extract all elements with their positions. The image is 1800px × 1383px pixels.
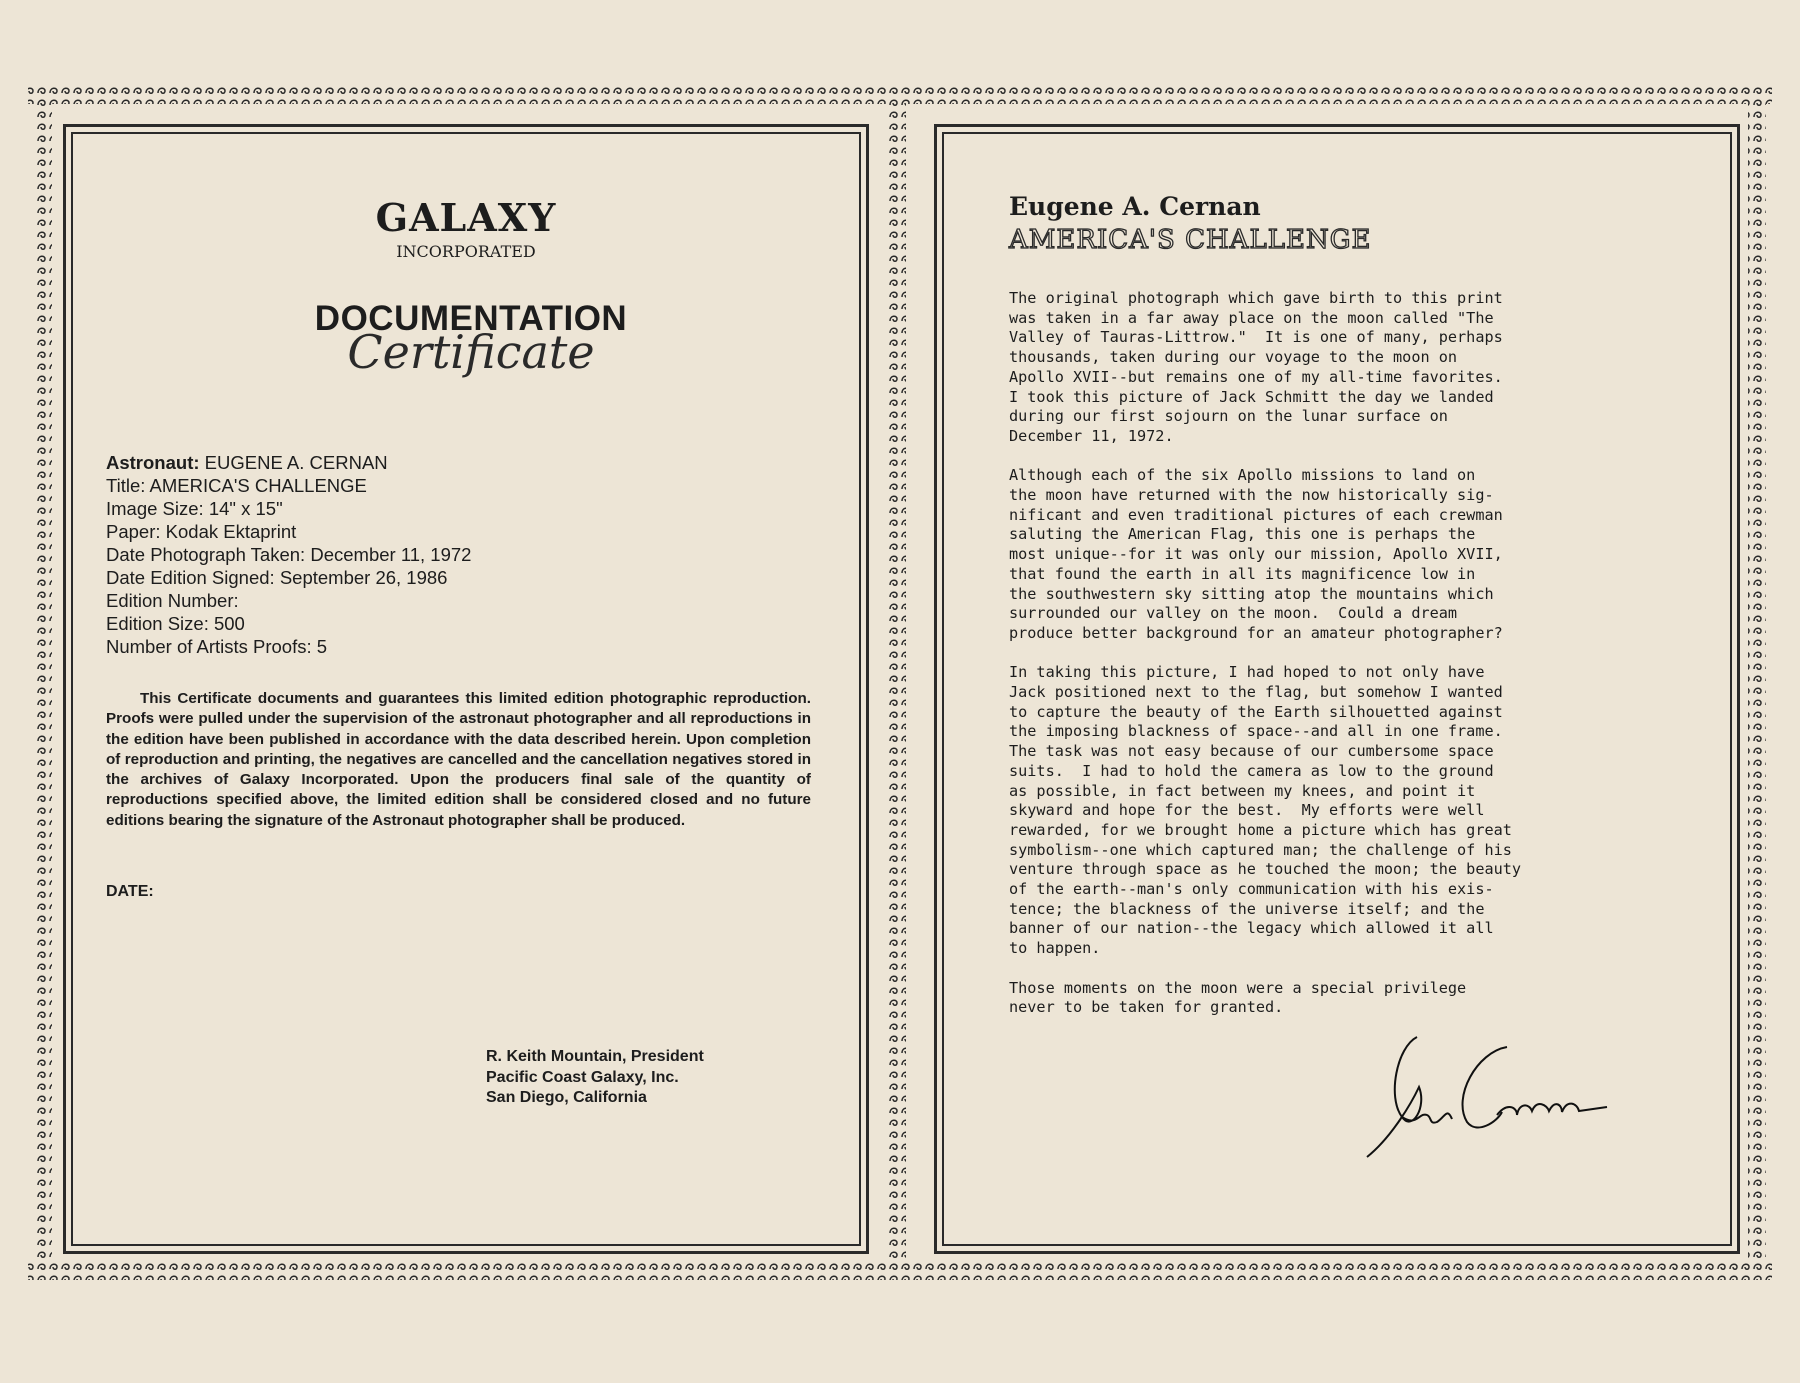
doc-title: DOCUMENTATION xyxy=(314,299,628,338)
detail-value: Kodak Ektaprint xyxy=(165,521,297,542)
detail-row xyxy=(106,566,471,589)
detail-value: EUGENE A. CERNAN xyxy=(204,452,388,473)
detail-value: AMERICA'S CHALLENGE xyxy=(149,475,367,496)
detail-label: Edition Number: xyxy=(106,590,239,611)
certificate-paragraph: This Certificate documents and guarantees this limited edition photographic reproduction. Proofs were pulled under the supervision of the astronaut photographer and all reproductions in the edition have been published in accordance with the data described herein. Upon completion of reproduction and printing, the negatives are cancelled and the cancellation negatives stored in the archives of Galaxy Incorporated. Upon the producers final sale of the quantity of reproductions specified above, the limited edition shall be considered closed and no future editions bearing the signature of the Astronaut photographer shall be produced. xyxy=(106,690,811,829)
brand-name: GALAXY xyxy=(375,195,557,240)
detail-value: 14" x 15" xyxy=(208,498,283,519)
detail-value: September 26, 1986 xyxy=(279,567,448,588)
detail-row xyxy=(106,520,471,543)
detail-row xyxy=(106,635,471,658)
letter-body xyxy=(1009,289,1669,1038)
detail-label: Title: xyxy=(106,475,146,496)
signatory-line: Pacific Coast Galaxy, Inc. xyxy=(486,1068,679,1086)
edition-details xyxy=(106,451,471,658)
detail-value: 5 xyxy=(316,636,328,657)
letter-panel xyxy=(934,124,1740,1254)
brand-subtitle: INCORPORATED xyxy=(396,242,536,261)
detail-label: Date Edition Signed: xyxy=(106,567,275,588)
galaxy-logo xyxy=(66,195,866,261)
detail-row xyxy=(106,589,471,612)
signatory-block xyxy=(486,1047,704,1109)
detail-label: Date Photograph Taken: xyxy=(106,544,306,565)
detail-label: Paper: xyxy=(106,521,161,542)
documentation-certificate-heading xyxy=(311,299,631,379)
detail-value: December 11, 1972 xyxy=(310,544,472,565)
detail-row xyxy=(106,474,471,497)
detail-row xyxy=(106,497,471,520)
detail-label: Astronaut: xyxy=(106,452,200,473)
signatory-line: R. Keith Mountain, President xyxy=(486,1048,704,1065)
detail-row xyxy=(106,543,471,566)
date-label: DATE: xyxy=(106,883,154,900)
artwork-title: AMERICA'S CHALLENGE xyxy=(1009,225,1372,255)
letter-paragraph: Those moments on the moon were a special privilege never to be taken for granted. xyxy=(1009,978,1467,1017)
signatory-line: San Diego, California xyxy=(486,1089,647,1106)
letter-paragraph: In taking this picture, I had hoped to not only have Jack positioned next to the flag, but somehow I wanted to capture the beauty of the Earth silhouetted against the imposing blackness of space--and all in one frame. The task was not easy because of our cumbersome space suits. I had to hold the camera as low to the ground as possible, in fact between my knees, and point it skyward and hope for the best. My efforts were well rewarded, for we brought home a picture which has great symbolism--one which captured man; the challenge of his venture through space as he touched the moon; the beauty of the earth--man's only communication with his exis- tence; the blackness of the universe itself; and the banner of our nation--the legacy which allowed it all to happen. xyxy=(1009,663,1522,958)
detail-row xyxy=(106,612,471,635)
certificate-panel xyxy=(63,124,869,1254)
detail-label: Edition Size: xyxy=(106,613,209,634)
author-name: Eugene A. Cernan xyxy=(1009,192,1261,221)
detail-label: Number of Artists Proofs: xyxy=(106,636,312,657)
letter-paragraph: Although each of the six Apollo missions to land on the moon have returned with the now historically sig- nificant and even traditional pictures of each crewman saluting the American Flag, this one is perhaps the most unique--for it was only our mission, Apollo XVII, that found the earth in all its magnificence low in the southwestern sky sitting atop the mountains which surrounded our valley on the moon. Could a dream produce better background for an amateur photographer? xyxy=(1009,466,1503,642)
letter-paragraph: The original photograph which gave birth to this print was taken in a far away place on the moon called "The Valley of Tauras-Littrow." It is one of many, perhaps thousands, taken during our voyage to the moon on Apollo XVII--but remains one of my all-time favorites. I took this picture of Jack Schmitt the day we landed during our first sojourn on the lunar surface on December 11, 1972. xyxy=(1009,289,1503,445)
detail-label: Image Size: xyxy=(106,498,204,519)
handwritten-signature xyxy=(1357,1007,1617,1167)
doc-subtitle: Certificate xyxy=(347,325,595,379)
detail-row xyxy=(106,451,471,474)
detail-value: 500 xyxy=(213,613,245,634)
